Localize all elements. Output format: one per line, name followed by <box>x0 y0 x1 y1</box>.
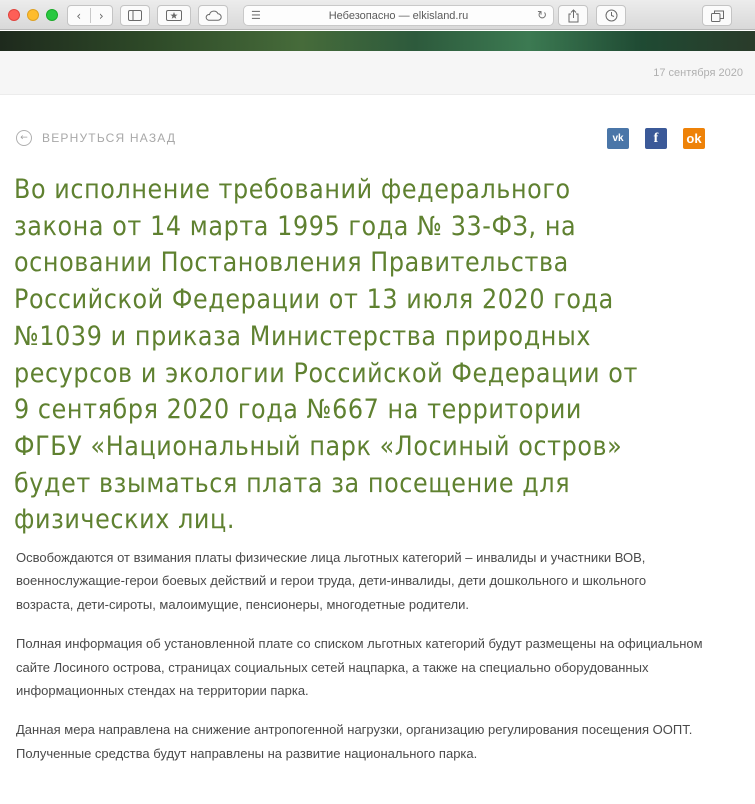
bookmark-star-icon <box>166 10 182 21</box>
article-headline <box>14 172 744 539</box>
minimize-window-button[interactable] <box>27 9 39 21</box>
headline-line: будет взыматься плата за посещение для <box>14 467 571 499</box>
zoom-window-button[interactable] <box>46 9 58 21</box>
back-link-label: ВЕРНУТЬСЯ НАЗАД <box>42 131 177 145</box>
article-body <box>16 546 746 781</box>
headline-line: Российской Федерации от 13 июля 2020 года <box>14 284 614 316</box>
article-date: 17 сентября 2020 <box>653 67 743 79</box>
cloud-icon <box>204 10 222 21</box>
chevron-left-icon[interactable]: ‹ <box>76 8 82 23</box>
date-bar <box>0 51 755 95</box>
headline-line: №1039 и приказа Министерства природных <box>14 320 592 352</box>
history-icon <box>605 9 618 22</box>
vk-share-icon[interactable]: vk <box>607 128 629 149</box>
paragraph-line: Полученные средства будут направлены на развитие национального парка. <box>16 745 478 761</box>
facebook-share-icon[interactable]: f <box>645 128 667 149</box>
odnoklassniki-share-icon[interactable]: ok <box>683 128 705 149</box>
reload-icon[interactable]: ↻ <box>536 8 547 22</box>
article-paragraph <box>16 718 746 765</box>
headline-line: закона от 14 марта 1995 года № 33-ФЗ, на <box>14 210 577 242</box>
headline-line: физических лиц. <box>14 504 235 536</box>
share-icon <box>568 9 579 23</box>
url-text: Небезопасно — elkisland.ru <box>328 9 469 22</box>
show-tabs-button[interactable] <box>702 5 732 26</box>
address-bar[interactable] <box>243 5 554 26</box>
paragraph-line: военнослужащие-герои боевых действий и герои труда, дети-инвалиды, дети дошкольного и школьного <box>16 573 647 589</box>
paragraph-line: возраста, дети-сироты, малоимущие, пенсионеры, многодетные родители. <box>16 596 469 612</box>
sidebar-icon <box>128 10 142 21</box>
tabs-icon <box>711 10 724 22</box>
sidebar-button[interactable] <box>120 5 150 26</box>
paragraph-line: Данная мера направлена на снижение антропогенной нагрузки, организацию регулирования посещения ООПТ. <box>16 722 693 738</box>
history-button[interactable] <box>596 5 626 26</box>
browser-toolbar <box>0 0 755 30</box>
article-paragraph <box>16 632 746 702</box>
headline-line: Во исполнение требований федерального <box>14 174 571 205</box>
paragraph-line: Полная информация об установленной плате со списком льготных категорий будут размещены на официальном <box>16 636 703 652</box>
icloud-tabs-button[interactable] <box>198 5 228 26</box>
arrow-left-circle-icon: ← <box>16 130 32 146</box>
article-paragraph <box>16 546 746 616</box>
headline-line: ФГБУ «Национальный парк «Лосиный остров» <box>14 430 623 462</box>
back-forward-group <box>67 5 113 26</box>
headline-line: основании Постановления Правительства <box>14 247 569 279</box>
paragraph-line: сайте Лосиного острова, страницах социальных сетей нацпарка, а также на специально оборудованных <box>16 659 649 675</box>
back-link[interactable] <box>16 130 176 146</box>
header-image <box>0 31 755 51</box>
paragraph-line: Освобождаются от взимания платы физические лица льготных категорий – инвалиды и участники ВОВ, <box>16 550 646 565</box>
close-window-button[interactable] <box>8 9 20 21</box>
reader-icon[interactable]: ☰ <box>251 10 261 22</box>
headline-line: 9 сентября 2020 года №667 на территории <box>14 394 583 426</box>
bookmarks-button[interactable] <box>157 5 191 26</box>
paragraph-line: информационных стендах на территории парка. <box>16 683 309 699</box>
share-button[interactable] <box>558 5 588 26</box>
headline-line: ресурсов и экологии Российской Федерации от <box>14 357 638 389</box>
chevron-right-icon[interactable]: › <box>98 8 104 23</box>
